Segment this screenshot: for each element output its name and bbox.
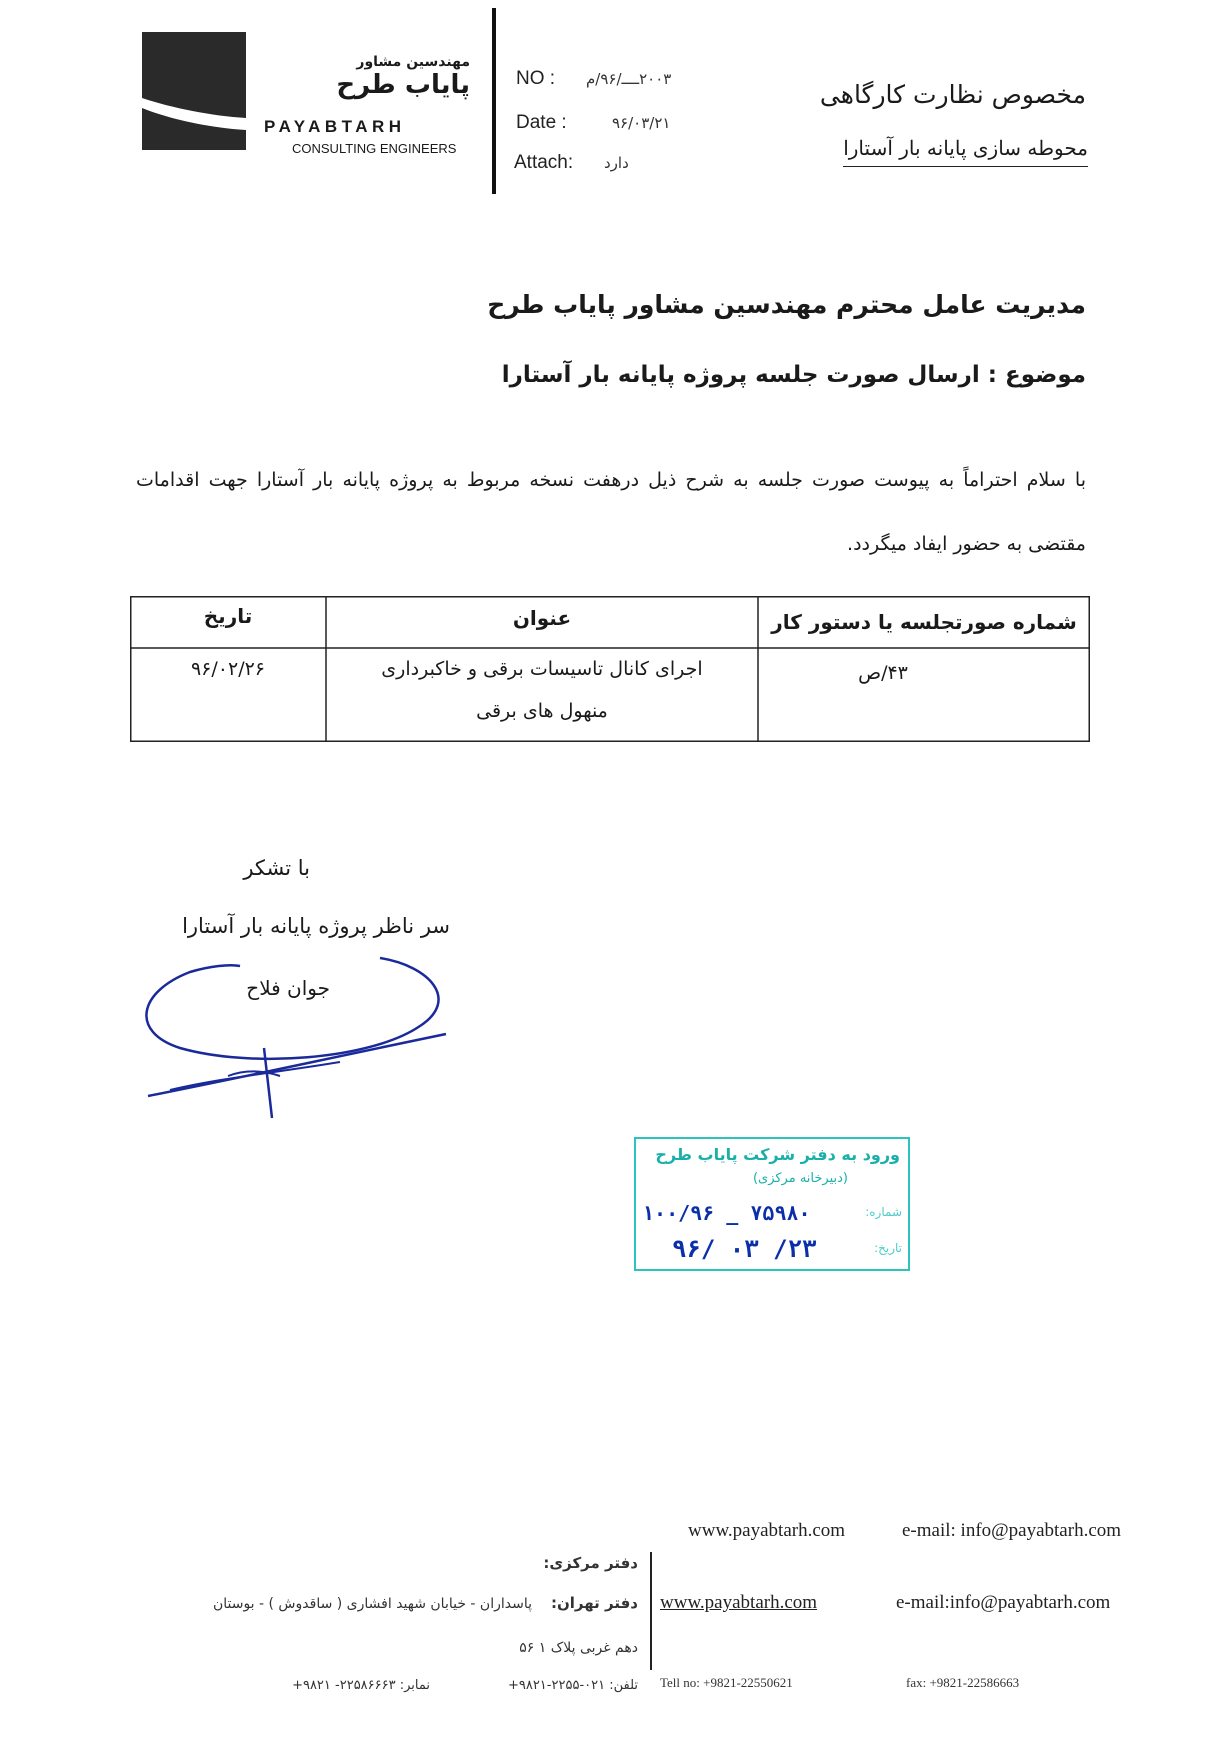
signer-name: جوان فلاح — [246, 976, 330, 1000]
closing-thanks: با تشکر — [243, 856, 310, 880]
footer-divider — [650, 1552, 652, 1670]
cell-title-line2: منهول های برقی — [476, 700, 608, 722]
stamp-date-value: ۹۶/ ۰۳ /۲۳ — [672, 1235, 817, 1263]
logo-title-fa: پایاب طرح — [336, 70, 470, 100]
handwritten-signature-icon — [140, 930, 460, 1130]
header-subtitle: محوطه سازی پایانه بار آستارا — [843, 136, 1088, 167]
number-label: NO : — [516, 68, 556, 89]
signer-title: سر ناظر پروژه پایانه بار آستارا — [182, 914, 450, 938]
footer-website[interactable]: www.payabtarh.com — [688, 1520, 846, 1541]
cell-title-line1: اجرای کانال تاسیسات برقی و خاکبرداری — [381, 658, 703, 680]
footer-fax-en: fax: +9821-22586663 — [906, 1675, 1020, 1690]
attach-label: Attach: — [514, 152, 574, 173]
logo-subtitle-fa: مهندسین مشاور — [356, 54, 470, 70]
attach-value: دارد — [604, 154, 629, 172]
header-title: مخصوص نظارت کارگاهی — [819, 80, 1086, 109]
subject-line: موضوع : ارسال صورت جلسه پروژه پایانه بار آستارا — [501, 362, 1086, 388]
date-label: Date : — [516, 112, 567, 133]
footer-fax-fa: نمابر: ۲۲۵۸۶۶۶۳- ۹۸۲۱+ — [292, 1678, 430, 1693]
footer-email[interactable]: e-mail: info@payabtarh.com — [902, 1520, 1122, 1541]
column-header-number: شماره صورتجلسه یا دستور کار — [771, 610, 1077, 634]
date-value: ۹۶/۰۳/۲۱ — [612, 114, 671, 132]
footer-website-2[interactable]: www.payabtarh.com — [660, 1592, 818, 1613]
number-value: ۲۰۰۳ــــ/۹۶/م — [586, 70, 672, 88]
reception-stamp — [634, 1137, 910, 1271]
stamp-number-value: ۱۰۰/۹۶ _ ۷۵۹۸۰ — [642, 1201, 811, 1225]
central-office-label: دفتر مرکزی: — [543, 1554, 638, 1572]
column-header-date: تاریخ — [203, 604, 253, 628]
logo-subtitle-en: CONSULTING ENGINEERS — [292, 141, 457, 156]
footer-email-2[interactable]: e-mail:info@payabtarh.com — [896, 1592, 1111, 1613]
stamp-line2: (دبیرخانه مرکزی) — [752, 1171, 848, 1186]
footer-phone-fa: تلفن: ۰۲۱-۲۲۵۵-۹۸۲۱+ — [507, 1678, 638, 1693]
minutes-table — [130, 596, 1090, 742]
cell-number: ۴۳/ص — [858, 662, 908, 684]
tehran-office-label: دفتر تهران: — [550, 1594, 638, 1612]
stamp-number-label: شماره: — [865, 1205, 902, 1219]
body-paragraph: با سلام احتراماً به پیوست صورت جلسه به شرح ذیل درهفت نسخه مربوط به پروژه پایانه بار آستارا جهت اقدامات مقتضی به حضور ایفاد میگردد. — [136, 469, 1086, 555]
column-header-title: عنوان — [512, 606, 572, 630]
cell-date: ۹۶/۰۲/۲۶ — [190, 658, 266, 680]
header-divider — [492, 8, 496, 194]
addressee: مدیریت عامل محترم مهندسین مشاور پایاب طرح — [487, 290, 1086, 319]
stamp-line1: ورود به دفتر شرکت پایاب طرح — [655, 1145, 900, 1164]
tehran-address-line2: دهم غربی پلاک ۱ ۵۶ — [519, 1640, 638, 1656]
tehran-address-line1: پاسداران - خیابان شهید افشاری ( ساقدوش ) - بوستان — [212, 1596, 532, 1612]
logo-mark-icon — [142, 32, 246, 150]
stamp-date-label: تاریخ: — [874, 1241, 902, 1255]
logo-title-en: PAYABTARH — [264, 117, 406, 136]
footer-tel-en: Tell no: +9821-22550621 — [660, 1675, 793, 1690]
